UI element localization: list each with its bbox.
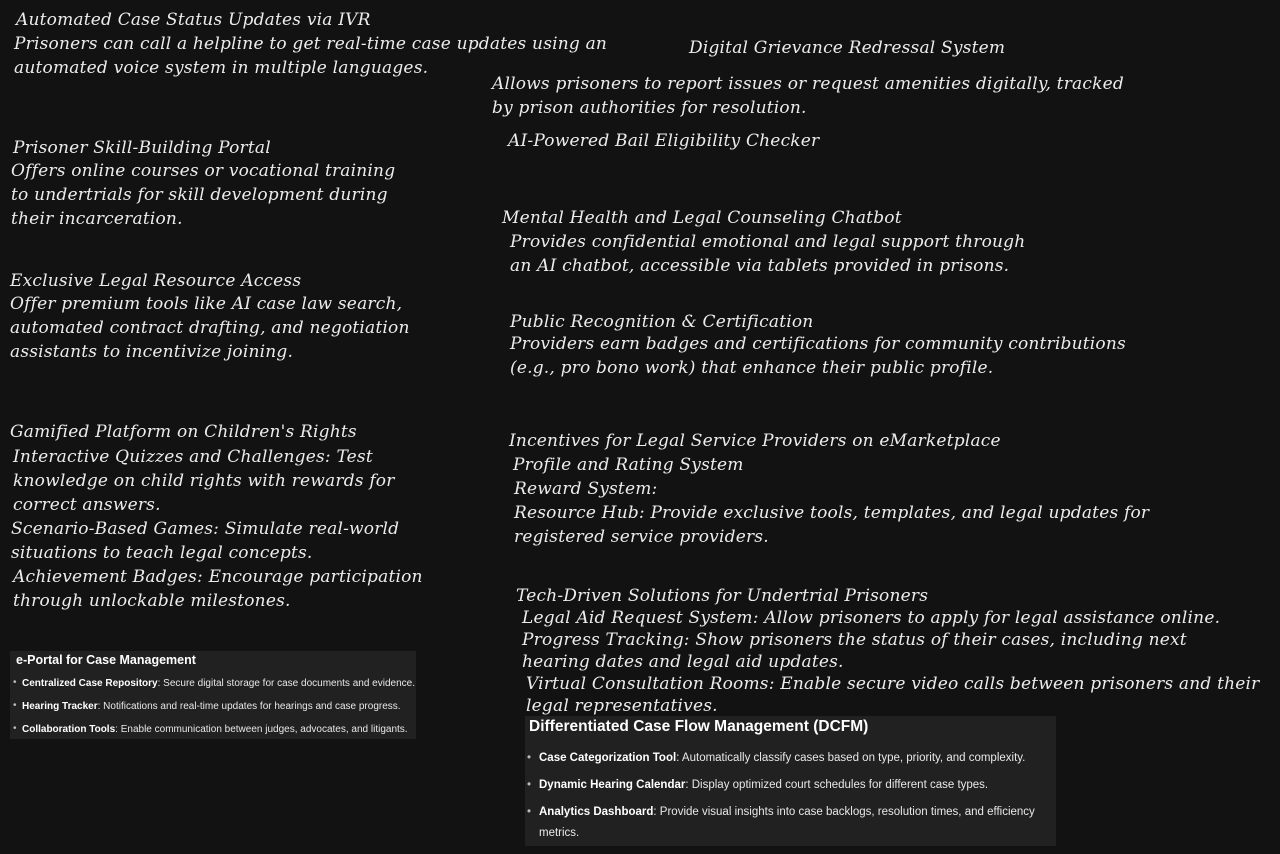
item-label: Case Categorization Tool bbox=[539, 752, 677, 764]
skill-line: to undertrials for skill development during bbox=[11, 185, 388, 205]
tech-line: Progress Tracking: Show prisoners the status of their cases, including next bbox=[522, 630, 1187, 650]
item-label: Centralized Case Repository bbox=[22, 678, 158, 689]
gamified-line: correct answers. bbox=[13, 495, 161, 515]
item-text: : Provide visual insights into case backlogs, resolution times, and efficiency metrics. bbox=[539, 806, 1035, 839]
item-label: Collaboration Tools bbox=[22, 724, 116, 735]
recognition-line: (e.g., pro bono work) that enhance their public profile. bbox=[510, 358, 994, 378]
eportal-panel bbox=[10, 651, 416, 739]
gamified-note bbox=[10, 419, 423, 613]
gamified-line: knowledge on child rights with rewards for bbox=[13, 471, 395, 491]
item-label: Hearing Tracker bbox=[22, 701, 98, 712]
gamified-title: Gamified Platform on Children's Rights bbox=[10, 422, 357, 442]
incentives-title: Incentives for Legal Service Providers on eMarketplace bbox=[509, 431, 1001, 451]
tech-note bbox=[516, 586, 1260, 717]
incentives-note bbox=[509, 429, 1149, 549]
eportal-title: e-Portal for Case Management bbox=[16, 653, 196, 667]
eportal-list bbox=[22, 678, 415, 747]
gamified-line: through unlockable milestones. bbox=[13, 591, 291, 611]
incentives-line: Resource Hub: Provide exclusive tools, templates, and legal updates for bbox=[514, 503, 1150, 523]
exclusive-line: Offer premium tools like AI case law search, bbox=[10, 294, 403, 314]
grievance-body bbox=[492, 72, 1124, 120]
gamified-line: Scenario-Based Games: Simulate real-world bbox=[11, 519, 400, 539]
grievance-line: by prison authorities for resolution. bbox=[492, 98, 807, 118]
mental-line: an AI chatbot, accessible via tablets provided in prisons. bbox=[510, 256, 1010, 276]
dcfm-list bbox=[539, 748, 1054, 850]
exclusive-line: assistants to incentivize joining. bbox=[10, 342, 294, 362]
gamified-line: Interactive Quizzes and Challenges: Test bbox=[13, 447, 373, 467]
incentives-line: registered service providers. bbox=[514, 527, 769, 547]
item-text: : Display optimized court schedules for different case types. bbox=[685, 779, 989, 791]
item-text: : Secure digital storage for case documents and evidence. bbox=[157, 678, 415, 689]
incentives-line: Reward System: bbox=[514, 479, 658, 499]
skill-title: Prisoner Skill-Building Portal bbox=[13, 138, 271, 158]
exclusive-note bbox=[10, 270, 410, 364]
list-item bbox=[22, 724, 415, 747]
list-item bbox=[539, 775, 1054, 796]
exclusive-title: Exclusive Legal Resource Access bbox=[10, 271, 302, 291]
tech-line: Legal Aid Request System: Allow prisoners to apply for legal assistance online. bbox=[522, 608, 1221, 628]
ivr-note bbox=[16, 8, 607, 80]
list-item bbox=[539, 748, 1054, 769]
grievance-title: Digital Grievance Redressal System bbox=[689, 38, 1006, 58]
item-text: : Automatically classify cases based on type, priority, and complexity. bbox=[676, 752, 1026, 764]
incentives-line: Profile and Rating System bbox=[513, 455, 744, 475]
list-item bbox=[539, 802, 1054, 844]
list-item bbox=[22, 701, 415, 724]
exclusive-line: automated contract drafting, and negotiation bbox=[10, 318, 410, 338]
tech-line: Virtual Consultation Rooms: Enable secure video calls between prisoners and their bbox=[526, 674, 1260, 694]
mental-note bbox=[502, 206, 1025, 278]
dcfm-title: Differentiated Case Flow Management (DCFM) bbox=[529, 718, 869, 735]
list-item bbox=[22, 678, 415, 701]
gamified-line: Achievement Badges: Encourage participation bbox=[13, 567, 423, 587]
recognition-note bbox=[510, 312, 1126, 380]
item-text: : Notifications and real-time updates for hearings and case progress. bbox=[97, 701, 401, 712]
grievance-line: Allows prisoners to report issues or request amenities digitally, tracked bbox=[492, 74, 1124, 94]
ivr-title: Automated Case Status Updates via IVR bbox=[16, 10, 371, 30]
tech-title: Tech-Driven Solutions for Undertrial Prisoners bbox=[516, 586, 929, 606]
recognition-title: Public Recognition & Certification bbox=[510, 312, 814, 332]
mental-line: Provides confidential emotional and legal support through bbox=[510, 232, 1026, 252]
tech-line: legal representatives. bbox=[526, 696, 718, 716]
item-text: : Enable communication between judges, advocates, and litigants. bbox=[115, 724, 408, 735]
item-label: Analytics Dashboard bbox=[539, 806, 654, 818]
dcfm-panel bbox=[525, 716, 1056, 846]
gamified-line: situations to teach legal concepts. bbox=[11, 543, 313, 563]
mental-title: Mental Health and Legal Counseling Chatbot bbox=[502, 208, 902, 228]
skill-note bbox=[13, 137, 395, 231]
skill-line: their incarceration. bbox=[11, 209, 183, 229]
item-label: Dynamic Hearing Calendar bbox=[539, 779, 686, 791]
bail-title: AI-Powered Bail Eligibility Checker bbox=[508, 131, 820, 151]
tech-line: hearing dates and legal aid updates. bbox=[522, 652, 844, 672]
skill-line: Offers online courses or vocational training bbox=[11, 161, 396, 181]
recognition-line: Providers earn badges and certifications for community contributions bbox=[510, 334, 1126, 354]
ivr-line: Prisoners can call a helpline to get real-time case updates using an bbox=[14, 34, 608, 54]
ivr-line: automated voice system in multiple languages. bbox=[14, 58, 429, 78]
